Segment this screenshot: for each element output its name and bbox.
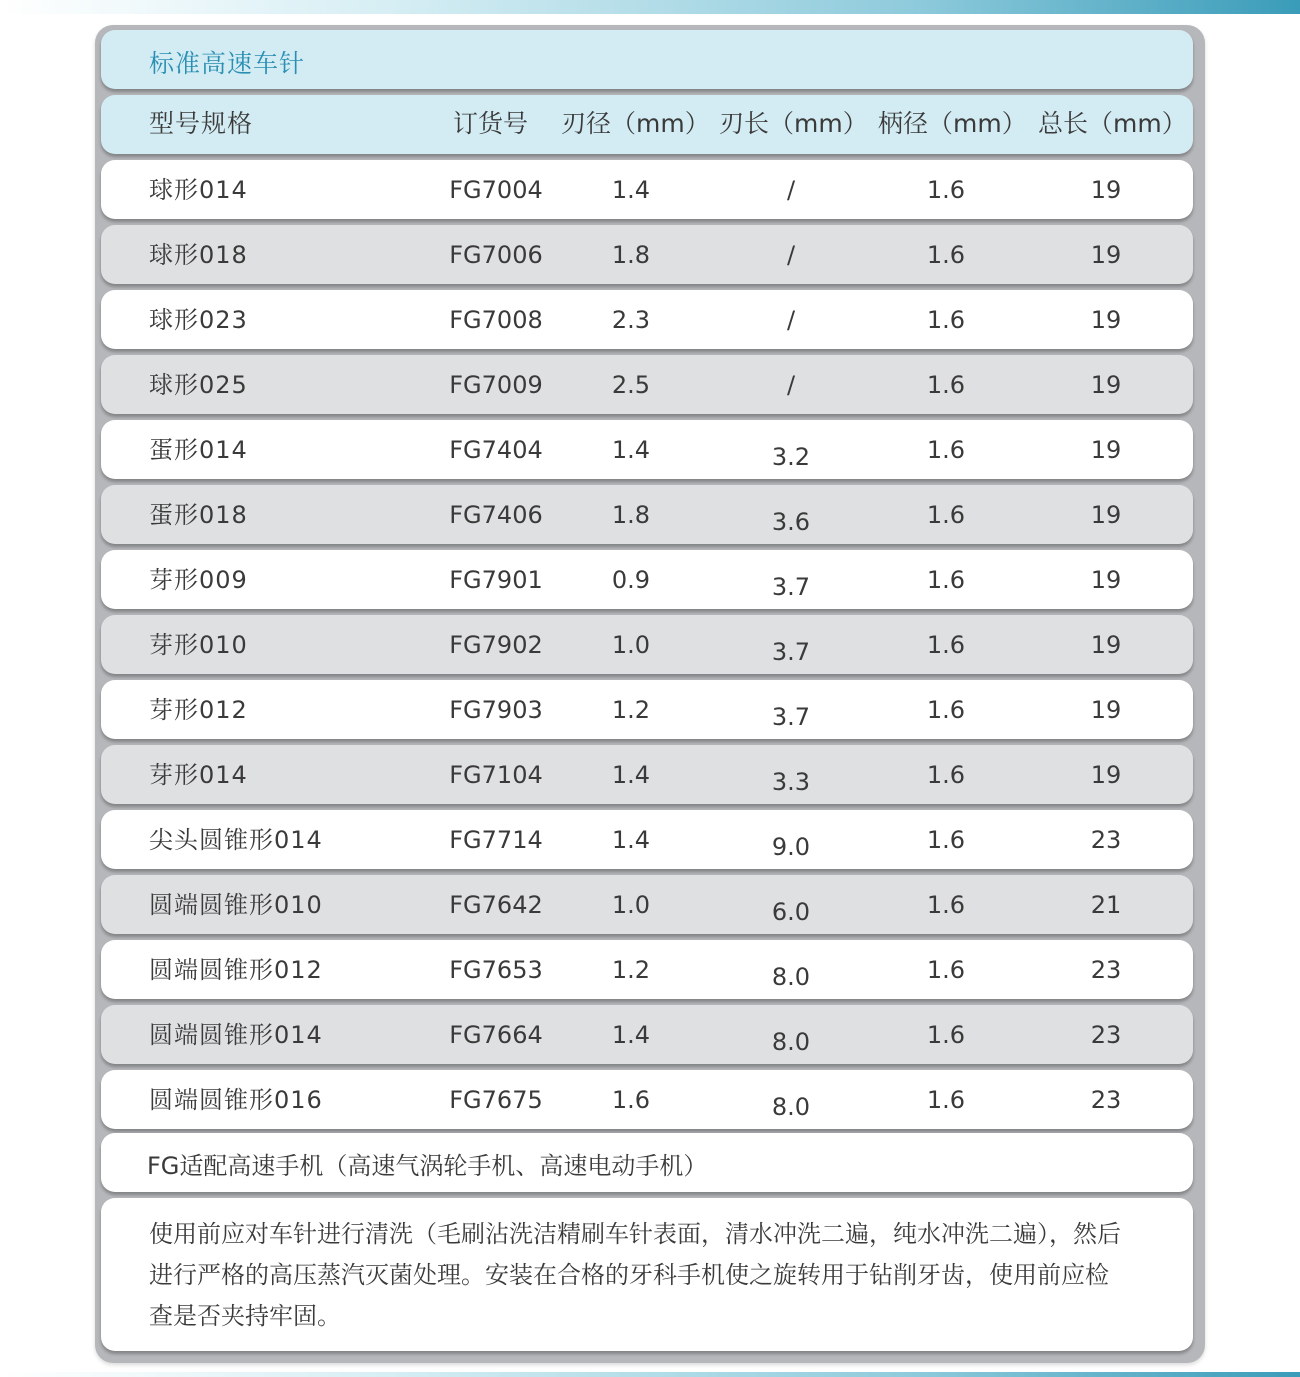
cell-blade-length: 3.7 bbox=[771, 703, 811, 731]
cell-blade-length: / bbox=[786, 241, 796, 269]
cell-blade-diameter: 1.4 bbox=[611, 436, 651, 464]
cell-total-length: 19 bbox=[1090, 436, 1122, 464]
cell-blade-diameter: 1.2 bbox=[611, 696, 651, 724]
cell-order-number: FG7004 bbox=[449, 176, 543, 204]
cell-total-length: 23 bbox=[1090, 1086, 1122, 1114]
cell-blade-length: 8.0 bbox=[771, 1028, 811, 1056]
table-row bbox=[101, 680, 1193, 739]
cell-shank-diameter: 1.6 bbox=[926, 371, 966, 399]
table-row bbox=[101, 615, 1193, 674]
cell-blade-length: / bbox=[786, 176, 796, 204]
cell-blade-length: 8.0 bbox=[771, 963, 811, 991]
cell-blade-diameter: 0.9 bbox=[611, 566, 651, 594]
cell-shank-diameter: 1.6 bbox=[926, 826, 966, 854]
table-row bbox=[101, 160, 1193, 219]
cell-shank-diameter: 1.6 bbox=[926, 696, 966, 724]
header-model: 型号规格 bbox=[149, 109, 254, 138]
cell-model: 蛋形018 bbox=[149, 501, 248, 529]
cell-total-length: 19 bbox=[1090, 241, 1122, 269]
cell-model: 圆端圆锥形016 bbox=[149, 1086, 323, 1114]
cell-order-number: FG7902 bbox=[449, 631, 543, 659]
cell-total-length: 19 bbox=[1090, 761, 1122, 789]
cell-total-length: 23 bbox=[1090, 956, 1122, 984]
cell-blade-length: / bbox=[786, 371, 796, 399]
cell-model: 尖头圆锥形014 bbox=[149, 826, 323, 854]
cell-order-number: FG7653 bbox=[449, 956, 543, 984]
cell-order-number: FG7104 bbox=[449, 761, 543, 789]
cell-total-length: 23 bbox=[1090, 1021, 1122, 1049]
compatibility-row bbox=[101, 1133, 1193, 1192]
cell-blade-diameter: 1.4 bbox=[611, 826, 651, 854]
table-row bbox=[101, 420, 1193, 479]
cell-blade-length: 9.0 bbox=[771, 833, 811, 861]
header-order-number: 订货号 bbox=[453, 109, 529, 138]
cell-blade-diameter: 2.5 bbox=[611, 371, 651, 399]
cell-model: 芽形014 bbox=[149, 761, 248, 789]
cell-blade-length: 3.6 bbox=[771, 508, 811, 536]
cell-order-number: FG7009 bbox=[449, 371, 543, 399]
cell-shank-diameter: 1.6 bbox=[926, 761, 966, 789]
cell-order-number: FG7901 bbox=[449, 566, 543, 594]
cell-total-length: 19 bbox=[1090, 631, 1122, 659]
cell-blade-diameter: 1.0 bbox=[611, 631, 651, 659]
cell-model: 球形014 bbox=[149, 176, 248, 204]
cell-blade-length: 3.3 bbox=[771, 768, 811, 796]
compatibility-text: FG适配高速手机（高速气涡轮手机、高速电动手机） bbox=[147, 1152, 708, 1180]
cell-shank-diameter: 1.6 bbox=[926, 631, 966, 659]
cell-blade-diameter: 1.8 bbox=[611, 501, 651, 529]
cell-shank-diameter: 1.6 bbox=[926, 436, 966, 464]
cell-total-length: 19 bbox=[1090, 696, 1122, 724]
header-shank-diameter: 柄径（mm） bbox=[878, 109, 1027, 138]
cell-model: 芽形012 bbox=[149, 696, 248, 724]
cell-total-length: 23 bbox=[1090, 826, 1122, 854]
cell-blade-diameter: 1.8 bbox=[611, 241, 651, 269]
cell-shank-diameter: 1.6 bbox=[926, 501, 966, 529]
table-row bbox=[101, 355, 1193, 414]
cell-blade-diameter: 1.4 bbox=[611, 1021, 651, 1049]
cell-blade-length: 6.0 bbox=[771, 898, 811, 926]
table-row bbox=[101, 940, 1193, 999]
table-row bbox=[101, 1070, 1193, 1129]
cell-shank-diameter: 1.6 bbox=[926, 891, 966, 919]
top-gradient-band bbox=[0, 0, 1300, 14]
cell-model: 芽形010 bbox=[149, 631, 248, 659]
table-title: 标准高速车针 bbox=[149, 49, 306, 78]
cell-model: 球形023 bbox=[149, 306, 248, 334]
cell-total-length: 19 bbox=[1090, 566, 1122, 594]
table-row bbox=[101, 875, 1193, 934]
bottom-gradient-band bbox=[0, 1372, 1300, 1377]
table-title-bar bbox=[101, 30, 1193, 89]
cell-blade-length: / bbox=[786, 306, 796, 334]
cell-order-number: FG7903 bbox=[449, 696, 543, 724]
usage-notes-text: 使用前应对车针进行清洗（毛刷沾洗洁精刷车针表面，清水冲洗二遍，纯水冲洗二遍），然后进行严格的高压蒸汽灭菌处理。安装在合格的牙科手机使之旋转用于钻削牙齿，使用前应检查是否夹持牢固。 bbox=[149, 1220, 1121, 1330]
usage-notes-row bbox=[101, 1198, 1193, 1351]
cell-order-number: FG7404 bbox=[449, 436, 543, 464]
cell-total-length: 19 bbox=[1090, 176, 1122, 204]
cell-shank-diameter: 1.6 bbox=[926, 956, 966, 984]
cell-model: 蛋形014 bbox=[149, 436, 248, 464]
cell-blade-length: 8.0 bbox=[771, 1093, 811, 1121]
table-header-row bbox=[101, 95, 1193, 154]
header-total-length: 总长（mm） bbox=[1038, 109, 1187, 138]
cell-blade-length: 3.2 bbox=[771, 443, 811, 471]
cell-order-number: FG7642 bbox=[449, 891, 543, 919]
header-blade-length: 刃长（mm） bbox=[719, 109, 868, 138]
cell-total-length: 21 bbox=[1090, 891, 1122, 919]
cell-blade-diameter: 1.0 bbox=[611, 891, 651, 919]
cell-blade-diameter: 2.3 bbox=[611, 306, 651, 334]
cell-order-number: FG7664 bbox=[449, 1021, 543, 1049]
cell-order-number: FG7008 bbox=[449, 306, 543, 334]
table-row bbox=[101, 550, 1193, 609]
table-row bbox=[101, 225, 1193, 284]
cell-shank-diameter: 1.6 bbox=[926, 306, 966, 334]
table-row bbox=[101, 745, 1193, 804]
cell-shank-diameter: 1.6 bbox=[926, 1086, 966, 1114]
table-row bbox=[101, 290, 1193, 349]
cell-blade-diameter: 1.2 bbox=[611, 956, 651, 984]
cell-blade-length: 3.7 bbox=[771, 573, 811, 601]
table-row bbox=[101, 485, 1193, 544]
cell-blade-diameter: 1.6 bbox=[611, 1086, 651, 1114]
header-blade-diameter: 刃径（mm） bbox=[561, 109, 710, 138]
cell-total-length: 19 bbox=[1090, 371, 1122, 399]
cell-blade-diameter: 1.4 bbox=[611, 761, 651, 789]
cell-order-number: FG7675 bbox=[449, 1086, 543, 1114]
table-row bbox=[101, 810, 1193, 869]
cell-model: 圆端圆锥形012 bbox=[149, 956, 323, 984]
cell-order-number: FG7006 bbox=[449, 241, 543, 269]
cell-shank-diameter: 1.6 bbox=[926, 1021, 966, 1049]
cell-shank-diameter: 1.6 bbox=[926, 566, 966, 594]
cell-order-number: FG7714 bbox=[449, 826, 543, 854]
cell-model: 圆端圆锥形014 bbox=[149, 1021, 323, 1049]
cell-shank-diameter: 1.6 bbox=[926, 241, 966, 269]
cell-order-number: FG7406 bbox=[449, 501, 543, 529]
table-row bbox=[101, 1005, 1193, 1064]
cell-total-length: 19 bbox=[1090, 306, 1122, 334]
spec-table-panel bbox=[95, 25, 1205, 1363]
cell-model: 球形025 bbox=[149, 371, 248, 399]
cell-model: 芽形009 bbox=[149, 566, 248, 594]
cell-total-length: 19 bbox=[1090, 501, 1122, 529]
cell-blade-length: 3.7 bbox=[771, 638, 811, 666]
cell-blade-diameter: 1.4 bbox=[611, 176, 651, 204]
cell-model: 圆端圆锥形010 bbox=[149, 891, 323, 919]
cell-shank-diameter: 1.6 bbox=[926, 176, 966, 204]
cell-model: 球形018 bbox=[149, 241, 248, 269]
